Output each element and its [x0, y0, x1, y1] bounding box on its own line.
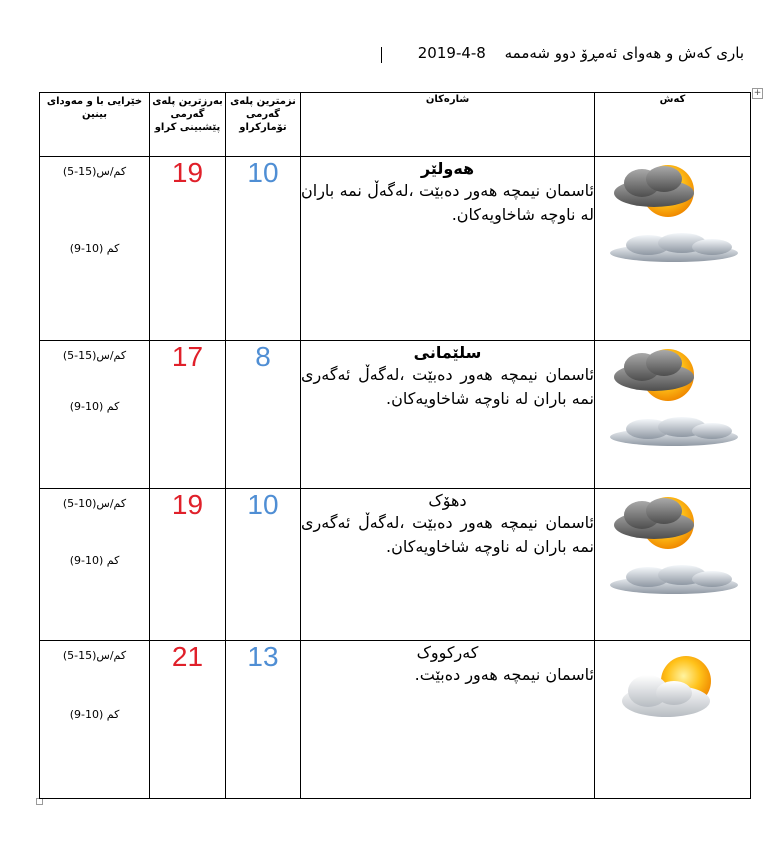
- wind-cell: [40, 489, 150, 641]
- visibility-unit: کم: [106, 708, 120, 721]
- header-min: نزمترین پلەی گەرمی تۆمارکراو: [226, 93, 301, 157]
- rain-cloud-icon: [602, 489, 744, 609]
- table-resize-handle-icon[interactable]: [36, 798, 43, 805]
- wind-speed: (5-15): [62, 165, 97, 178]
- table-row: [40, 157, 751, 341]
- wind-cell: [40, 157, 150, 341]
- table-row: [40, 341, 751, 489]
- weather-cell: [595, 489, 751, 641]
- max-temp: 21: [150, 641, 226, 799]
- forecast-text: ئاسمان نیمچە هەور دەبێت ،لەگەڵ ئەگەری نمە باران لە ناوچە شاخاویەکان.: [301, 365, 594, 408]
- weather-cell: [595, 157, 751, 341]
- city-cell: [301, 341, 595, 489]
- min-temp: 10: [226, 489, 301, 641]
- city-name: دهۆک: [428, 491, 467, 510]
- min-temp: 13: [226, 641, 301, 799]
- city-name: سلێمانی: [413, 343, 482, 362]
- rain-cloud-icon: [602, 157, 744, 277]
- rain-cloud-icon: [602, 341, 744, 461]
- title-text: باری کەش و هەوای ئەمڕۆ دوو شەممە: [504, 44, 744, 62]
- forecast-text: ئاسمان نیمچە هەور دەبێت ،لەگەڵ نمە باران لە ناوچە شاخاویەکان.: [301, 181, 594, 224]
- wind-unit: کم/س: [96, 497, 127, 510]
- min-temp: 10: [226, 157, 301, 341]
- city-name: هەولێر: [420, 159, 475, 178]
- wind-cell: [40, 341, 150, 489]
- city-name: کەرکووک: [416, 643, 479, 662]
- wind-cell: [40, 641, 150, 799]
- max-temp: 19: [150, 157, 226, 341]
- wind-unit: کم/س: [96, 649, 127, 662]
- city-cell: [301, 489, 595, 641]
- header-wind: خێرایی با و مەودای بینین: [40, 93, 150, 157]
- forecast-text: ئاسمان نیمچە هەور دەبێت.: [414, 665, 594, 684]
- visibility: (9-10): [69, 400, 104, 413]
- header-row: [40, 93, 751, 157]
- table-row: [40, 489, 751, 641]
- text-cursor: [381, 47, 382, 63]
- max-temp: 19: [150, 489, 226, 641]
- weather-table: [39, 92, 751, 799]
- city-cell: [301, 157, 595, 341]
- min-temp: 8: [226, 341, 301, 489]
- table-row: [40, 641, 751, 799]
- visibility-unit: کم: [106, 242, 120, 255]
- city-cell: [301, 641, 595, 799]
- forecast-text: ئاسمان نیمچە هەور دەبێت ،لەگەڵ ئەگەری نمە باران لە ناوچە شاخاویەکان.: [301, 513, 594, 556]
- max-temp: 17: [150, 341, 226, 489]
- header-max: بەرزترین پلەی گەرمی پێشبینی کراو: [150, 93, 226, 157]
- partly-cloudy-icon: [608, 649, 738, 729]
- table-move-handle-icon[interactable]: +: [753, 88, 762, 98]
- visibility-unit: کم: [106, 554, 120, 567]
- header-weather: کەش: [595, 93, 751, 157]
- wind-unit: کم/س: [96, 349, 127, 362]
- weather-cell: [595, 341, 751, 489]
- weather-cell: [595, 641, 751, 799]
- wind-unit: کم/س: [96, 165, 127, 178]
- report-date: 2019-4-8: [417, 44, 486, 62]
- wind-speed: (5-15): [62, 649, 97, 662]
- wind-speed: (5-10): [62, 497, 97, 510]
- report-title: [418, 44, 744, 62]
- visibility: (9-10): [69, 242, 104, 255]
- visibility: (9-10): [69, 708, 104, 721]
- visibility-unit: کم: [106, 400, 120, 413]
- header-city: شارەکان: [301, 93, 595, 157]
- wind-speed: (5-15): [62, 349, 97, 362]
- visibility: (9-10): [69, 554, 104, 567]
